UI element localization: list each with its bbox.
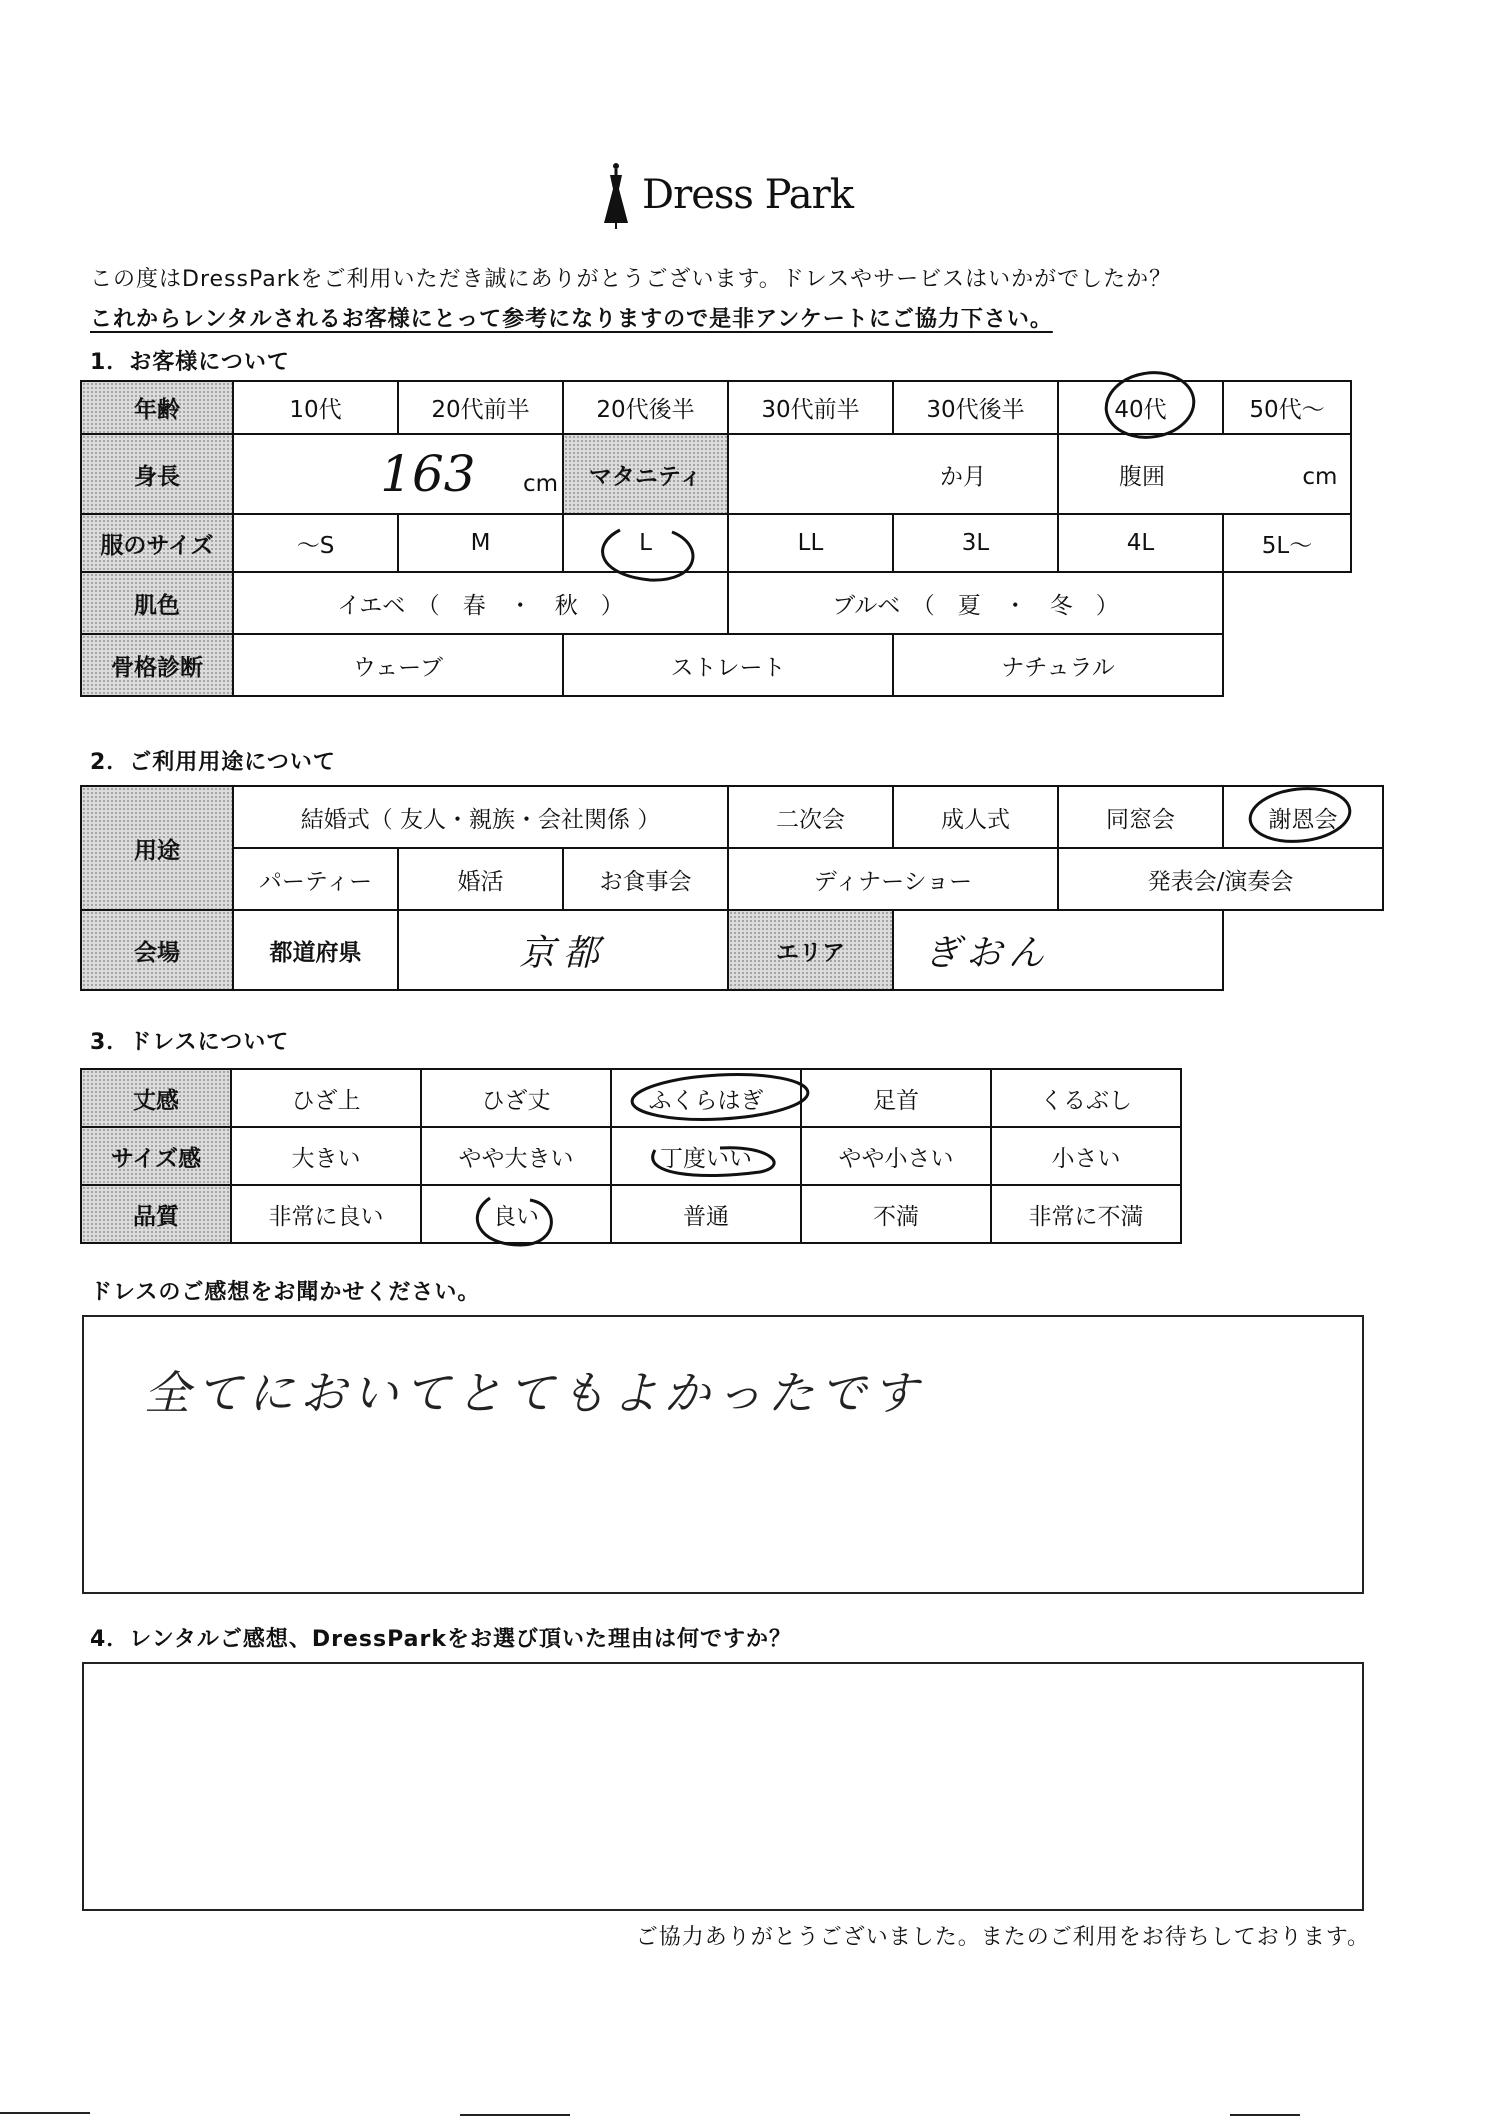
quality-option[interactable]: 不満: [801, 1185, 991, 1243]
footer-thanks: ご協力ありがとうございました。またのご利用をお待ちしております。: [635, 1925, 1370, 1950]
frame-label: 骨格診断: [81, 634, 233, 696]
purpose-option[interactable]: 結婚式（ 友人・親族・会社関係 ）: [233, 786, 728, 848]
dress-table: [80, 1068, 1182, 1244]
scan-artifact: [0, 2112, 90, 2114]
fit-option[interactable]: やや小さい: [801, 1127, 991, 1185]
brand-name: Dress Park: [642, 172, 853, 218]
prefecture-field[interactable]: [398, 910, 728, 990]
area-field[interactable]: [893, 910, 1223, 990]
customer-table: [80, 380, 1352, 697]
quality-option-selected[interactable]: 良い: [421, 1185, 611, 1243]
skin-yellow[interactable]: イエベ （ 春 ・ 秋 ）: [233, 572, 728, 634]
empty-cell: [1223, 572, 1351, 634]
age-option[interactable]: 30代後半: [893, 381, 1058, 434]
age-option[interactable]: 50代～: [1223, 381, 1351, 434]
intro-request: これからレンタルされるお客様にとって参考になりますので是非アンケートにご協力下さい。: [90, 307, 1053, 332]
height-field[interactable]: [233, 434, 563, 514]
length-option-selected[interactable]: ふくらはぎ: [611, 1069, 801, 1127]
frame-option[interactable]: ストレート: [563, 634, 893, 696]
size-label: 服のサイズ: [81, 514, 233, 572]
height-unit: cm: [522, 471, 558, 497]
area-value: ぎおん: [924, 932, 1051, 974]
purpose-option[interactable]: お食事会: [563, 848, 728, 910]
age-option-selected[interactable]: 40代: [1058, 381, 1223, 434]
age-option[interactable]: 20代後半: [563, 381, 728, 434]
length-option[interactable]: ひざ丈: [421, 1069, 611, 1127]
maternity-unit: か月: [940, 463, 986, 490]
dress-icon: [600, 161, 632, 229]
purpose-option[interactable]: パーティー: [233, 848, 398, 910]
empty-cell: [1223, 910, 1383, 990]
length-option[interactable]: 足首: [801, 1069, 991, 1127]
length-option[interactable]: ひざ上: [231, 1069, 421, 1127]
section-2-title: 2．ご利用用途について: [90, 750, 336, 775]
size-option[interactable]: 3L: [893, 514, 1058, 572]
size-option-selected[interactable]: L: [563, 514, 728, 572]
age-option[interactable]: 10代: [233, 381, 398, 434]
purpose-option-selected[interactable]: 謝恩会: [1223, 786, 1383, 848]
purpose-option[interactable]: 二次会: [728, 786, 893, 848]
dress-comment-prompt: ドレスのご感想をお聞かせください。: [90, 1280, 481, 1305]
height-value: 163: [380, 445, 476, 503]
waist-field[interactable]: [1058, 434, 1351, 514]
area-label: エリア: [728, 910, 893, 990]
section-1-title: 1．お客様について: [90, 350, 290, 375]
empty-cell: [1223, 634, 1351, 696]
size-option[interactable]: LL: [728, 514, 893, 572]
maternity-label: マタニティ: [563, 434, 728, 514]
purpose-option[interactable]: 発表会/演奏会: [1058, 848, 1383, 910]
fit-option-selected[interactable]: 丁度いい: [611, 1127, 801, 1185]
dress-comment-text: 全てにおいてとてもよかったです: [144, 1366, 924, 1420]
age-option[interactable]: 30代前半: [728, 381, 893, 434]
purpose-option[interactable]: 婚活: [398, 848, 563, 910]
frame-option[interactable]: ナチュラル: [893, 634, 1223, 696]
waist-label: 腹囲: [1119, 463, 1165, 490]
purpose-option[interactable]: 同窓会: [1058, 786, 1223, 848]
size-option[interactable]: ～S: [233, 514, 398, 572]
dresspark-logo: [600, 160, 853, 230]
fit-option[interactable]: やや大きい: [421, 1127, 611, 1185]
height-label: 身長: [81, 434, 233, 514]
frame-option[interactable]: ウェーブ: [233, 634, 563, 696]
purpose-label: 用途: [81, 786, 233, 910]
maternity-field[interactable]: [728, 434, 1058, 514]
length-option[interactable]: くるぶし: [991, 1069, 1181, 1127]
quality-label: 品質: [81, 1185, 231, 1243]
waist-unit: cm: [1302, 463, 1338, 490]
size-option[interactable]: 4L: [1058, 514, 1223, 572]
skin-label: 肌色: [81, 572, 233, 634]
size-option[interactable]: M: [398, 514, 563, 572]
fit-option[interactable]: 小さい: [991, 1127, 1181, 1185]
fit-label: サイズ感: [81, 1127, 231, 1185]
age-option[interactable]: 20代前半: [398, 381, 563, 434]
intro-text: この度はDressParkをご利用いただき誠にありがとうございます。ドレスやサービスはいかがでしたか？: [90, 267, 1173, 292]
venue-label: 会場: [81, 910, 233, 990]
prefecture-label: 都道府県: [233, 910, 398, 990]
rental-comment-box[interactable]: [82, 1662, 1364, 1911]
fit-option[interactable]: 大きい: [231, 1127, 421, 1185]
dress-comment-box[interactable]: [82, 1315, 1364, 1594]
age-label: 年齢: [81, 381, 233, 434]
scan-artifact: [460, 2114, 570, 2116]
scan-artifact: [1230, 2114, 1300, 2116]
section-4-title: 4．レンタルご感想、DressParkをお選び頂いた理由は何ですか？: [90, 1627, 792, 1652]
quality-option[interactable]: 普通: [611, 1185, 801, 1243]
purpose-option[interactable]: ディナーショー: [728, 848, 1058, 910]
size-option[interactable]: 5L～: [1223, 514, 1351, 572]
quality-option[interactable]: 非常に不満: [991, 1185, 1181, 1243]
skin-blue[interactable]: ブルベ （ 夏 ・ 冬 ）: [728, 572, 1223, 634]
section-3-title: 3．ドレスについて: [90, 1030, 290, 1055]
length-label: 丈感: [81, 1069, 231, 1127]
quality-option[interactable]: 非常に良い: [231, 1185, 421, 1243]
purpose-option[interactable]: 成人式: [893, 786, 1058, 848]
prefecture-value: 京都: [519, 932, 608, 974]
purpose-table: [80, 785, 1384, 991]
